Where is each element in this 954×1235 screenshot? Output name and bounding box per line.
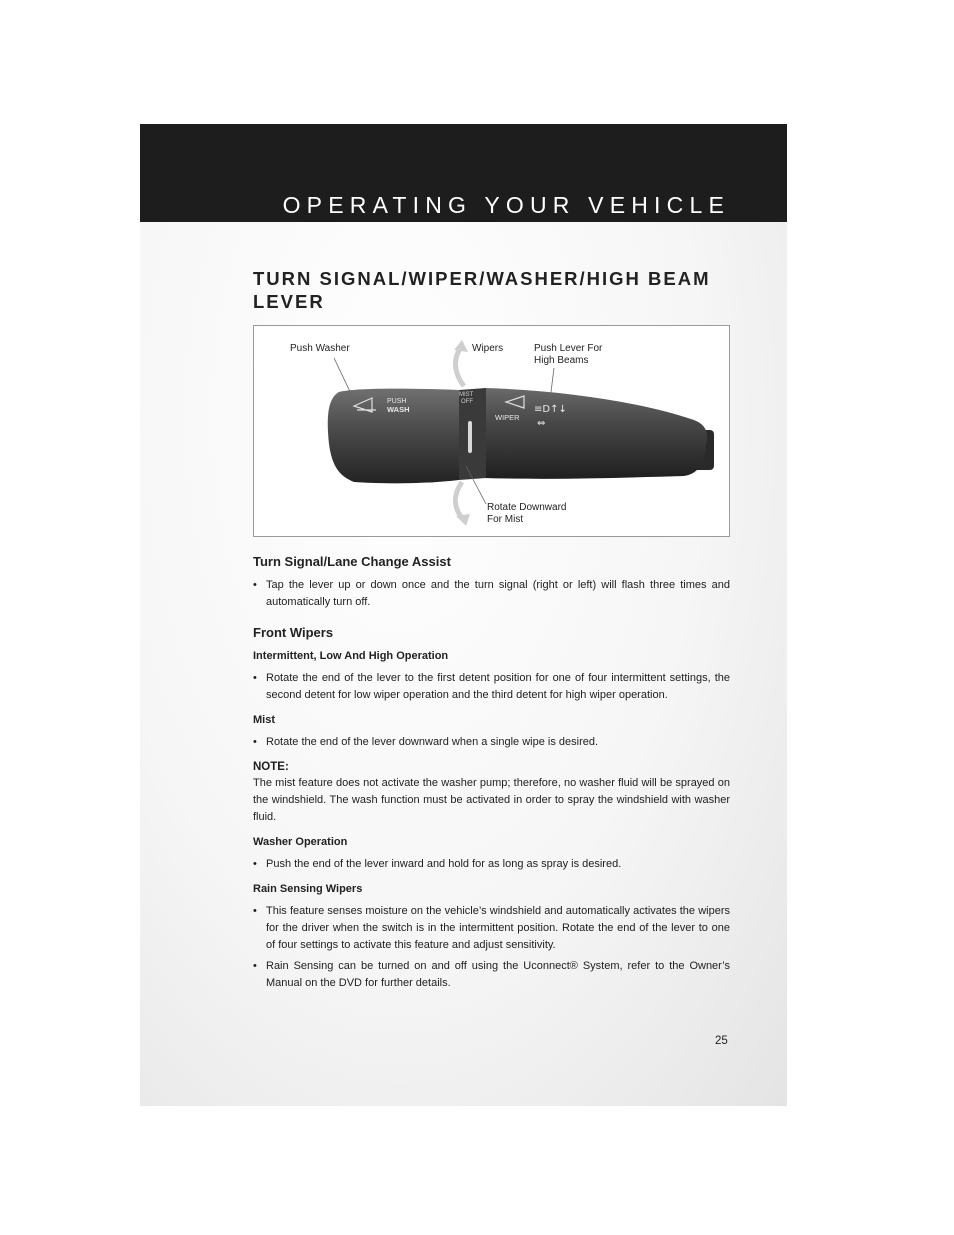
lever-body — [484, 388, 707, 479]
label-push-lever-line1: Push Lever For — [534, 343, 603, 354]
section-title: OPERATING YOUR VEHICLE — [282, 192, 730, 218]
mist-title: Mist — [253, 714, 275, 726]
rain-sensing-title: Rain Sensing Wipers — [253, 883, 363, 895]
rotate-down-arrowhead — [456, 514, 470, 526]
label-push-washer: Push Washer — [290, 343, 350, 354]
mist-bullet: • Rotate the end of the lever downward when a single wipe is desired. — [253, 734, 730, 751]
rain-sensing-bullet-2: • Rain Sensing can be turned on and off using the Uconnect® System, refer to the Owner’s Manual on the DVD for further details. — [253, 958, 730, 992]
intermittent-bullet: • Rotate the end of the lever to the first detent position for one of four intermittent settings, the second detent for low wiper operation and the third detent for high wiper operation. — [253, 670, 730, 704]
label-push-lever-line2: High Beams — [534, 354, 589, 366]
washer-bullet: • Push the end of the lever inward and hold for as long as spray is desired. — [253, 856, 730, 873]
rotate-up-arrowhead — [454, 340, 468, 352]
indicator-slot — [468, 421, 472, 453]
washer-title: Washer Operation — [253, 836, 348, 848]
rain-sensing-bullet-1: • This feature senses moisture on the vehicle’s windshield and automatically activates the wipers for the driver when the switch is in the intermittent position. Rotate the end of the lever to one of four settings to activate this feature and adjust sensitivity. — [253, 903, 730, 954]
wash-marking: WASH — [387, 405, 410, 414]
page-heading: TURN SIGNAL/WIPER/WASHER/HIGH BEAM LEVER — [253, 268, 711, 312]
label-rotate — [487, 502, 566, 525]
rotate-down-arrow — [455, 482, 464, 520]
label-rotate-line2: For Mist — [487, 513, 524, 525]
label-push-lever — [534, 343, 602, 366]
intermittent-title: Intermittent, Low And High Operation — [253, 650, 449, 662]
rotate-up-arrow — [456, 346, 465, 386]
turn-signal-title: Turn Signal/Lane Change Assist — [253, 554, 451, 569]
front-wipers-title: Front Wipers — [253, 625, 334, 640]
wiper-marking: WIPER — [495, 413, 520, 422]
push-marking: PUSH — [387, 398, 407, 405]
mist-marking: MIST — [459, 392, 474, 398]
lever-figure — [253, 325, 730, 537]
high-beam-icon: ≡D↑↓ — [534, 404, 567, 415]
header-bar — [140, 124, 787, 222]
note-label: NOTE: — [253, 761, 289, 773]
label-wipers: Wipers — [472, 343, 504, 354]
page-number: 25 — [715, 1035, 728, 1047]
turn-signal-bullet: • Tap the lever up or down once and the turn signal (right or left) will flash three times and automatically turn off. — [253, 577, 730, 611]
manual-page — [140, 124, 787, 1106]
page-content — [253, 267, 730, 996]
note-text: The mist feature does not activate the washer pump; therefore, no washer fluid will be sprayed on the windshield. The wash function must be activated in order to spray the windshield with washer fluid. — [253, 777, 730, 823]
off-marking: OFF — [461, 399, 473, 405]
label-rotate-line1: Rotate Downward — [487, 502, 567, 513]
turn-arrows-icon: ⇔ — [537, 418, 546, 429]
